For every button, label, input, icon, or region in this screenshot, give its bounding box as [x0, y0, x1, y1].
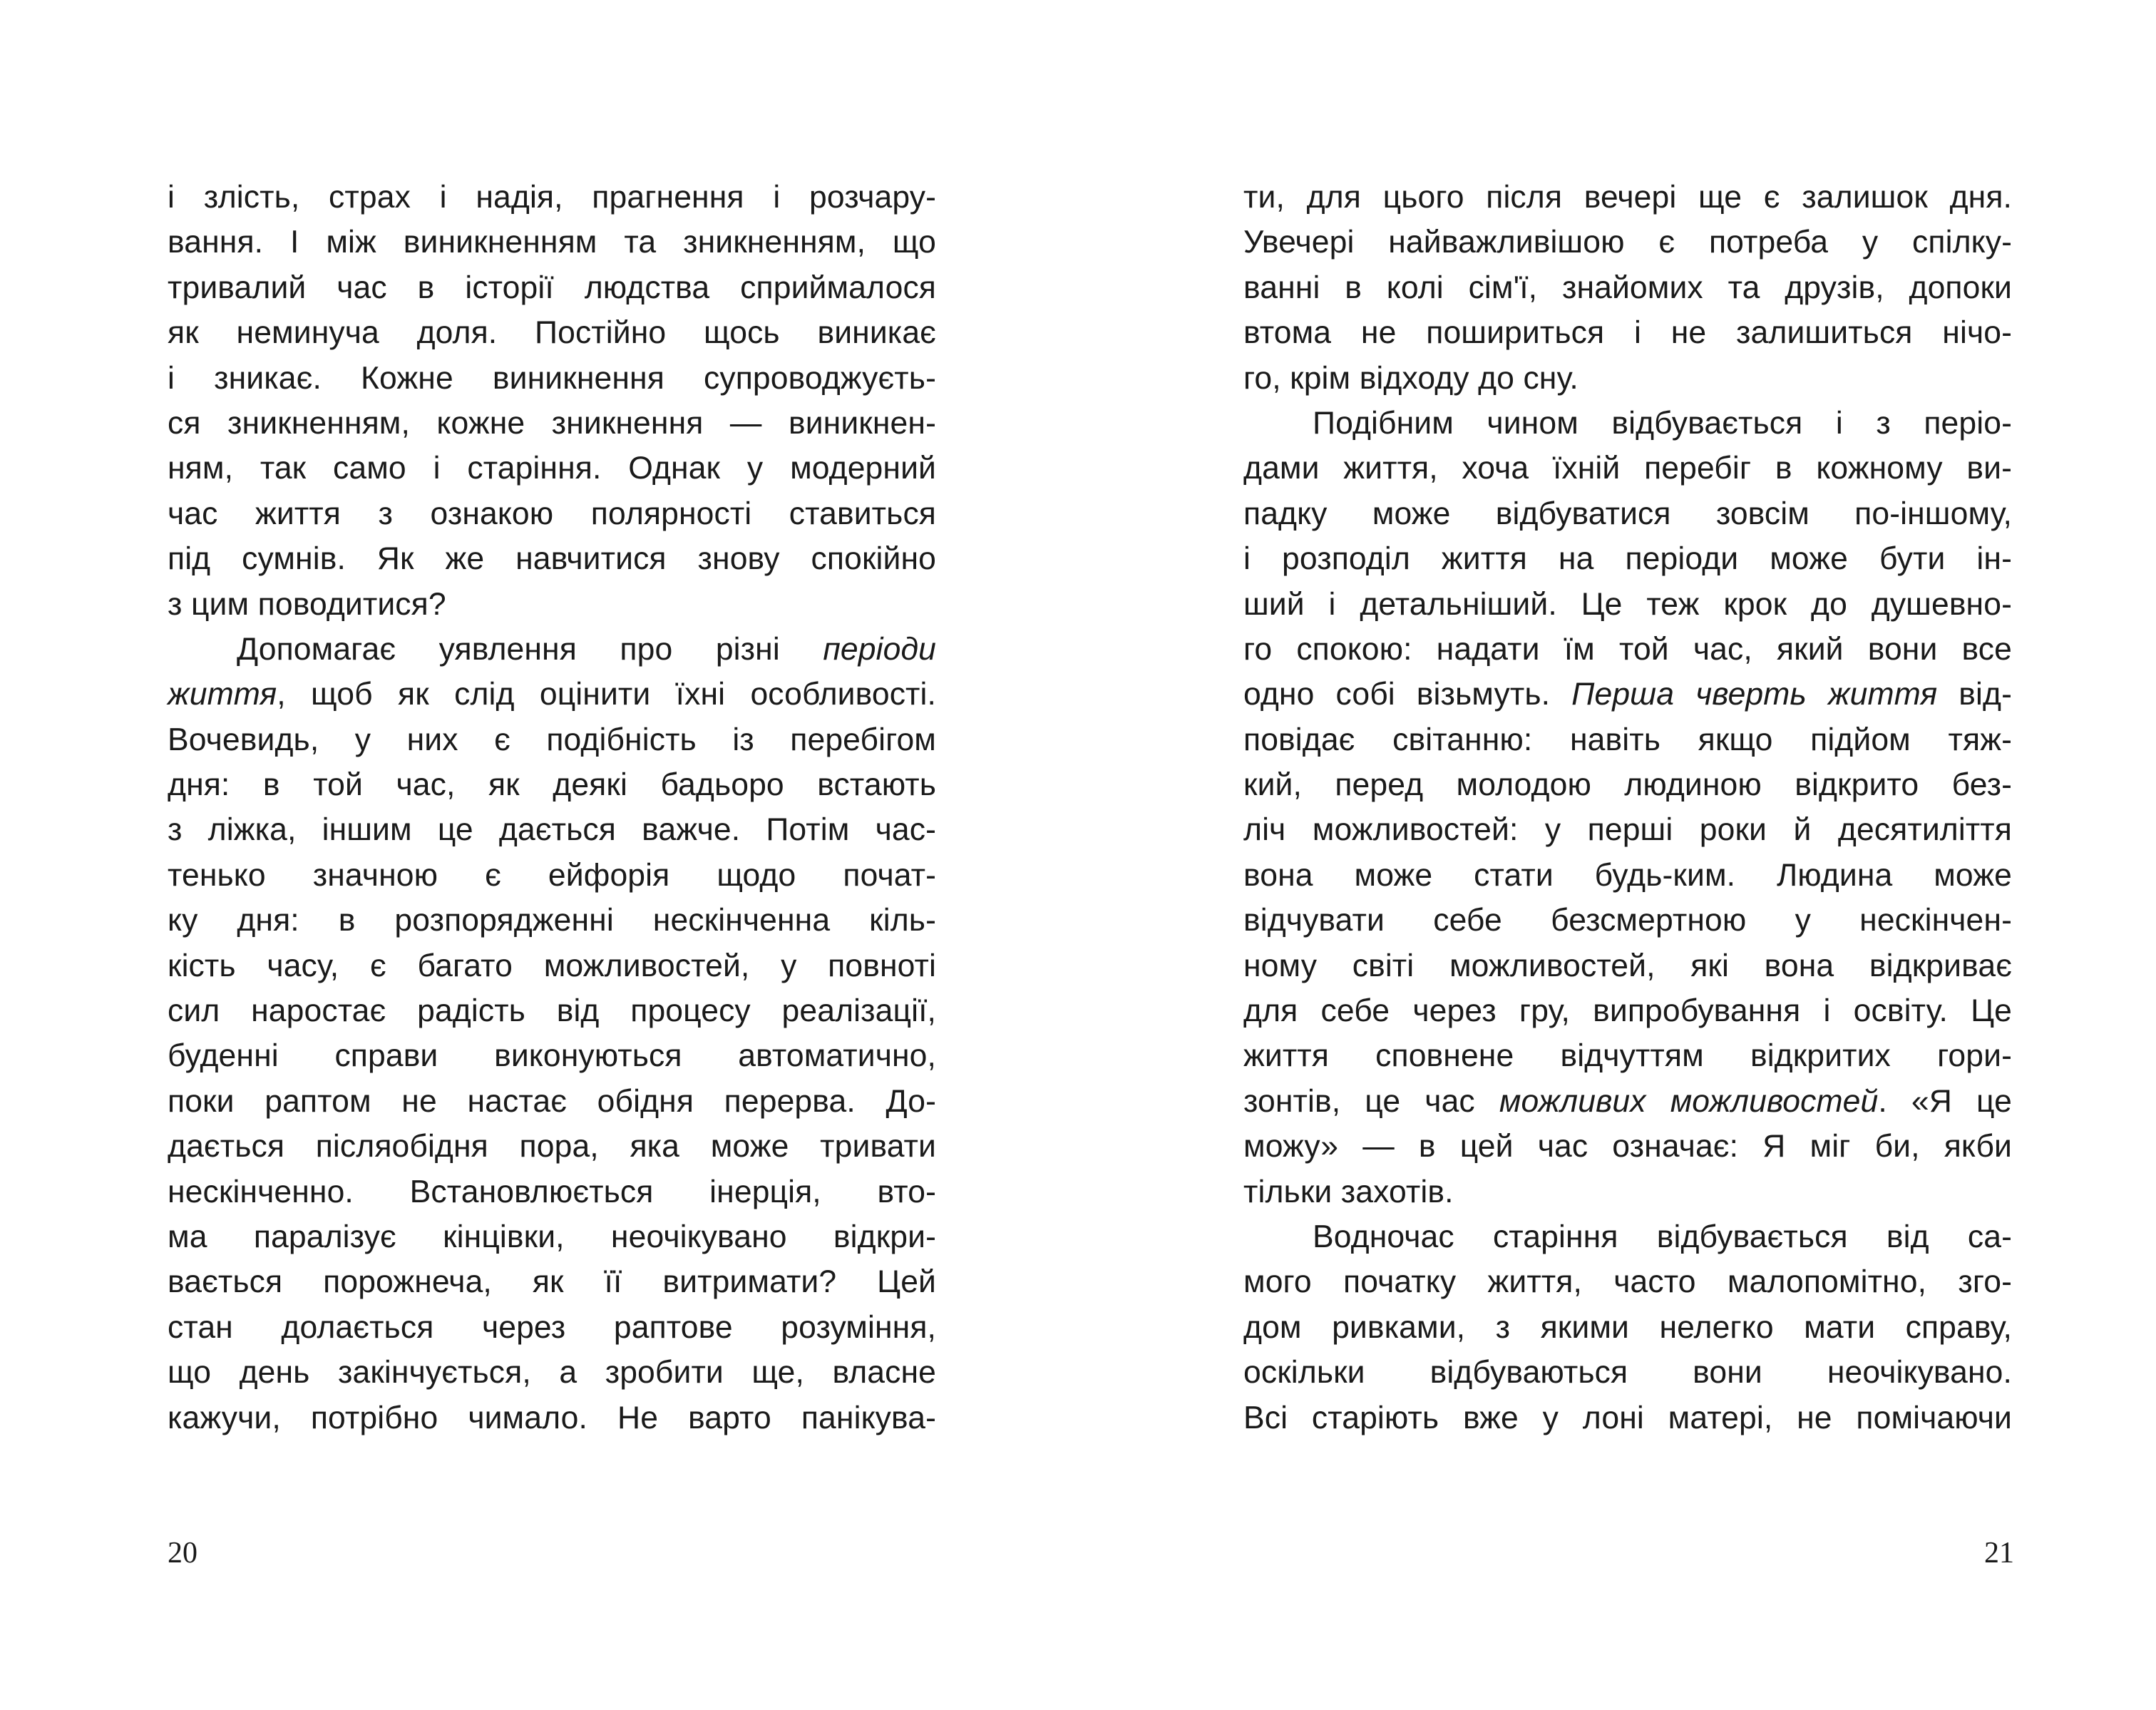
- text-segment: буденні справи виконуються автоматично,: [168, 1038, 936, 1074]
- text-line: [168, 491, 936, 536]
- text-line: [168, 1124, 936, 1169]
- text-line: [1243, 446, 2012, 491]
- text-segment: ному світі можливостей, які вона відкриває: [1243, 948, 2012, 983]
- italic-phrase: життя: [168, 677, 277, 712]
- text-segment: дається післяобідня пора, яка може тривати: [168, 1129, 936, 1164]
- text-segment: поки раптом не настає обідня перерва. До-: [168, 1083, 936, 1119]
- text-segment: оскільки відбуваються вони неочікувано.: [1243, 1355, 2012, 1391]
- text-line: [168, 717, 936, 762]
- italic-phrase: можливих можливостей: [1499, 1083, 1879, 1119]
- text-segment: тенько значною є ейфорія щодо почат-: [168, 857, 936, 893]
- text-segment: зонтів, це час: [1243, 1083, 1499, 1119]
- right-page-number: 21: [1984, 1537, 2014, 1570]
- text-segment: втома не пошириться і не залишиться нічо-: [1243, 315, 2012, 351]
- text-line: [1243, 491, 2012, 536]
- text-segment: ти, для цього після вечері ще є залишок дня.: [1243, 180, 2012, 215]
- italic-phrase: періоди: [823, 631, 936, 667]
- text-segment: кість часу, є багато можливостей, у повноті: [168, 948, 936, 983]
- text-line: [168, 853, 936, 898]
- text-line: [1243, 1169, 2012, 1214]
- text-segment: для себе через гру, випробування і освіту. Це: [1243, 993, 2012, 1029]
- text-line: [1243, 988, 2012, 1033]
- text-segment: ший і детальніший. Це теж крок до душевно-: [1243, 586, 2012, 622]
- text-line: [1243, 220, 2012, 265]
- text-segment: стан долається через раптове розуміння,: [168, 1309, 936, 1345]
- text-line: [1243, 1214, 2012, 1259]
- text-segment: ліч можливостей: у перші роки й десятиліття: [1243, 812, 2012, 848]
- text-segment: Вочевидь, у них є подібність із перебігом: [168, 722, 936, 757]
- text-segment: і розподіл життя на періоди може бути ін-: [1243, 541, 2012, 577]
- text-line: [168, 265, 936, 310]
- text-line: [1243, 943, 2012, 988]
- text-line: [168, 1033, 936, 1078]
- text-segment: сил наростає радість від процесу реалізації,: [168, 993, 936, 1029]
- text-segment: тільки захотів.: [1243, 1174, 1454, 1209]
- text-segment: тривалий час в історії людства сприймалося: [168, 270, 936, 305]
- text-line: [168, 582, 936, 627]
- text-segment: одно собі візьмуть.: [1243, 677, 1572, 712]
- text-segment: , щоб як слід оцінити їхні особливості.: [277, 677, 936, 712]
- text-segment: дом ривками, з якими нелегко мати справу,: [1243, 1309, 2012, 1345]
- text-line: [168, 1214, 936, 1259]
- text-line: [168, 536, 936, 581]
- text-segment: Увечері найважливішою є потреба у спілку-: [1243, 225, 2012, 260]
- text-segment: від-: [1937, 677, 2012, 712]
- text-line: [1243, 1350, 2012, 1395]
- text-line: [168, 1079, 936, 1124]
- text-line: [168, 762, 936, 807]
- text-segment: що день закінчується, а зробити ще, власне: [168, 1355, 936, 1391]
- text-segment: ма паралізує кінцівки, неочікувано відкри-: [168, 1219, 936, 1254]
- text-segment: ванні в колі сім'ї, знайомих та друзів, допоки: [1243, 270, 2012, 305]
- text-segment: Допомагає уявлення про різні: [237, 631, 823, 667]
- text-line: [168, 1350, 936, 1395]
- text-segment: з цим поводитися?: [168, 586, 446, 622]
- text-segment: відчувати себе безсмертною у нескінчен-: [1243, 903, 2012, 938]
- text-line: [168, 175, 936, 220]
- text-line: [1243, 310, 2012, 355]
- text-segment: і злість, страх і надія, прагнення і розчару-: [168, 180, 936, 215]
- text-segment: вається порожнеча, як її витримати? Цей: [168, 1264, 936, 1300]
- italic-phrase: Перша чверть життя: [1571, 677, 1938, 712]
- text-segment: Подібним чином відбувається і з періо-: [1313, 405, 2012, 441]
- text-line: [1243, 898, 2012, 943]
- text-line: [168, 943, 936, 988]
- text-line: [168, 220, 936, 265]
- text-line: [168, 807, 936, 852]
- text-segment: дами життя, хоча їхній перебіг в кожному ви-: [1243, 451, 2012, 486]
- text-segment: мого початку життя, часто малопомітно, зго-: [1243, 1264, 2012, 1300]
- text-line: [1243, 853, 2012, 898]
- text-segment: повідає світанню: навіть якщо підйом тяж-: [1243, 722, 2012, 757]
- text-line: [1243, 717, 2012, 762]
- right-page: [1078, 0, 2156, 1710]
- text-segment: го, крім відходу до сну.: [1243, 360, 1578, 396]
- right-page-text: [1243, 175, 2012, 1440]
- left-page-text: [168, 175, 936, 1440]
- left-page-number: 20: [168, 1537, 197, 1570]
- text-segment: час життя з ознакою полярності ставиться: [168, 496, 936, 531]
- text-line: [1243, 1305, 2012, 1350]
- text-line: [168, 401, 936, 446]
- text-segment: вання. І між виникненням та зникненням, що: [168, 225, 936, 260]
- text-segment: . «Я це: [1878, 1083, 2012, 1119]
- text-line: [168, 627, 936, 672]
- text-segment: кажучи, потрібно чимало. Не варто панікува-: [168, 1400, 936, 1435]
- text-line: [168, 1305, 936, 1350]
- text-segment: го спокою: надати їм той час, який вони все: [1243, 631, 2012, 667]
- text-line: [1243, 1033, 2012, 1078]
- text-line: [168, 988, 936, 1033]
- text-line: [168, 310, 936, 355]
- text-segment: кий, перед молодою людиною відкрито без-: [1243, 767, 2012, 803]
- text-line: [168, 356, 936, 401]
- text-line: [1243, 762, 2012, 807]
- text-segment: Всі старіють вже у лоні матері, не помічаючи: [1243, 1400, 2012, 1435]
- text-line: [1243, 1396, 2012, 1440]
- text-line: [168, 446, 936, 491]
- text-line: [1243, 536, 2012, 581]
- text-line: [1243, 265, 2012, 310]
- text-line: [168, 1259, 936, 1304]
- text-segment: падку може відбуватися зовсім по-іншому,: [1243, 496, 2012, 531]
- text-segment: під сумнів. Як же навчитися знову спокійно: [168, 541, 936, 577]
- text-line: [1243, 1259, 2012, 1304]
- text-segment: вона може стати будь-ким. Людина може: [1243, 857, 2012, 893]
- text-segment: життя сповнене відчуттям відкритих гори-: [1243, 1038, 2012, 1074]
- text-segment: як неминуча доля. Постійно щось виникає: [168, 315, 936, 351]
- text-segment: ням, так само і старіння. Однак у модерний: [168, 451, 936, 486]
- text-line: [1243, 582, 2012, 627]
- text-segment: дня: в той час, як деякі бадьоро встають: [168, 767, 936, 803]
- text-line: [1243, 1124, 2012, 1169]
- text-segment: і зникає. Кожне виникнення супроводжуєть-: [168, 360, 936, 396]
- text-line: [1243, 672, 2012, 717]
- text-line: [1243, 356, 2012, 401]
- text-segment: ся зникненням, кожне зникнення — виникнен-: [168, 405, 936, 441]
- text-segment: можу» — в цей час означає: Я міг би, якби: [1243, 1129, 2012, 1164]
- text-line: [1243, 1079, 2012, 1124]
- text-segment: Водночас старіння відбувається від са-: [1313, 1219, 2012, 1254]
- text-segment: з ліжка, іншим це дається важче. Потім час-: [168, 812, 936, 848]
- text-line: [1243, 175, 2012, 220]
- text-line: [1243, 807, 2012, 852]
- text-line: [1243, 401, 2012, 446]
- text-line: [168, 672, 936, 717]
- text-line: [168, 1169, 936, 1214]
- text-line: [168, 898, 936, 943]
- text-line: [1243, 627, 2012, 672]
- text-segment: ку дня: в розпорядженні нескінченна кіль-: [168, 903, 936, 938]
- text-line: [168, 1396, 936, 1440]
- text-segment: нескінченно. Встановлюється інерція, вто-: [168, 1174, 936, 1209]
